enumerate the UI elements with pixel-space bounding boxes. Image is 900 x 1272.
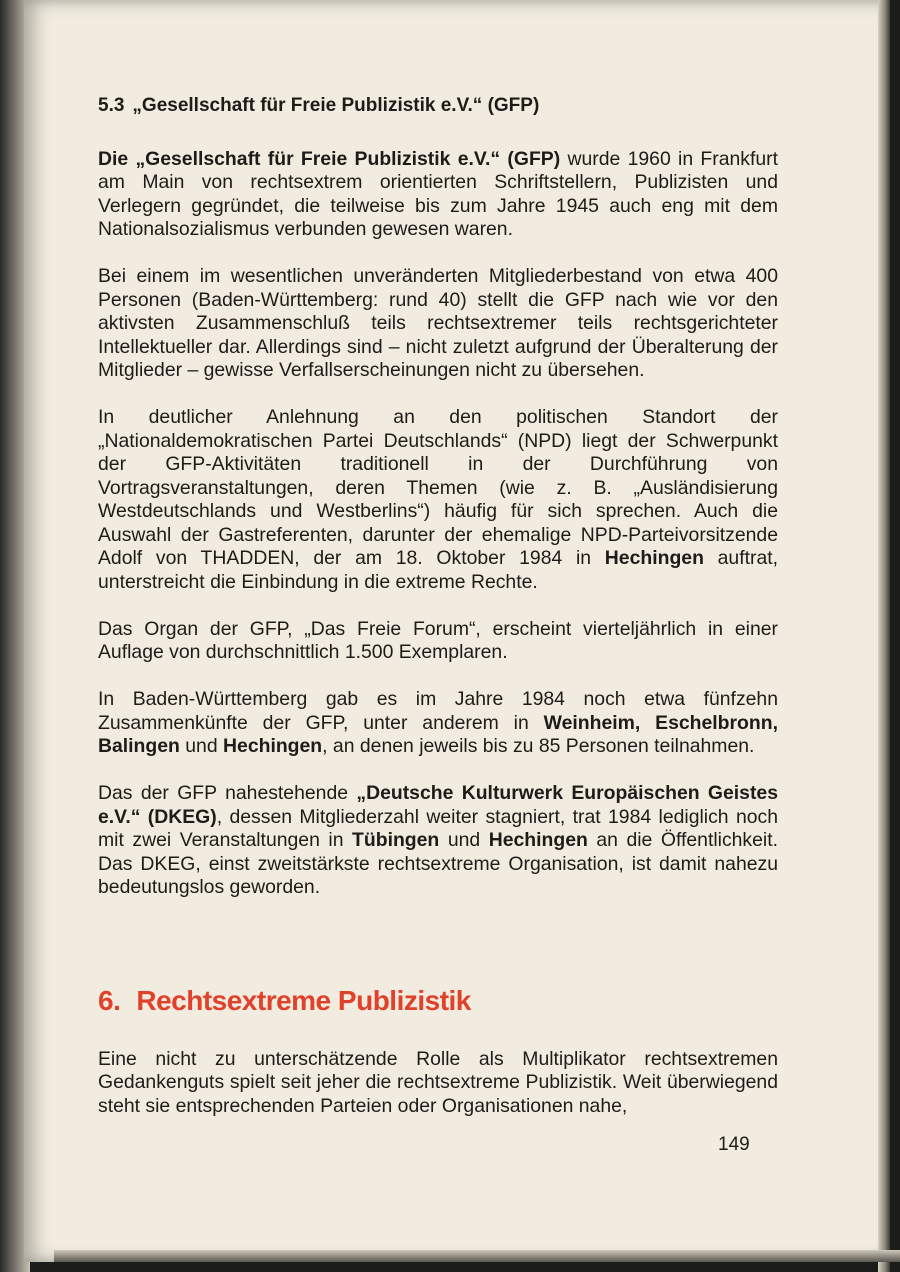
bold-place-name: Tübingen [352, 829, 440, 851]
page-body [98, 94, 778, 1118]
paragraph-text: wurde 1960 in Frankfurt am Main von rechtsextrem orientierten Schriftstellern, Publizisten und Verlegern gegründet, die teilweise bis zum Jahre 1945 auch eng mit dem Nationalsozialismus verbunden gewesen waren. [98, 147, 778, 240]
bold-org-name: Die „Gesellschaft für Freie Publizistik e.V.“ (GFP) [98, 147, 561, 170]
paragraph-text: Eine nicht zu unterschätzende Rolle als Multiplikator rechtsextremen Gedankenguts spielt seit jeher die rechtsextreme Publizistik. Weit überwiegend steht sie entsprechenden Parteien oder Organisationen nahe, [98, 1047, 778, 1117]
page-edge-right [878, 0, 890, 1272]
page-number: 149 [718, 1134, 750, 1155]
bold-place-name: Hechingen [488, 829, 588, 851]
paragraph-text: , an denen jeweils bis zu 85 Personen teilnahmen. [322, 735, 755, 757]
chapter-title: Rechtsextreme Publizistik [136, 984, 471, 1016]
bold-place-name: Hechingen [604, 547, 704, 569]
bold-org-name: „Deutsche Kulturwerk Europäischen Geistes e.V.“ (DKEG) [98, 782, 778, 828]
paragraph-text: an die Öffentlichkeit. Das DKEG, einst zweitstärkste rechtsextreme Organisation, ist damit nahezu bedeutungslos geworden. [98, 829, 778, 898]
paragraph-organ [98, 618, 778, 665]
section-heading [98, 94, 778, 118]
section-number: 5.3 [98, 95, 125, 116]
paragraph-text: Bei einem im wesentlichen unveränderten Mitgliederbestand von etwa 400 Personen (Baden-Württemberg: rund 40) stellt die GFP nach wie vor den aktivsten Zusammenschluß teils rechtsextremer teils rechtsgerichteter Intellektueller dar. Allerdings sind – nicht zuletzt aufgrund der Überalterung der Mitglieder – gewisse Verfallserscheinungen nicht zu übersehen. [98, 265, 778, 381]
paragraph-text: und [179, 735, 224, 757]
paragraph-text: Das der GFP nahestehende [98, 782, 357, 804]
page-edge-bottom [54, 1250, 900, 1262]
paragraph-membership [98, 265, 778, 383]
section-title: „Gesellschaft für Freie Publizistik e.V.“ (GFP) [132, 95, 540, 116]
paragraph-publizistik-intro [98, 1048, 778, 1119]
paragraph-gfp-founding [98, 148, 778, 242]
bold-place-names: Weinheim, Eschelbronn, Balingen [98, 711, 778, 757]
bold-place-name: Hechingen [223, 735, 323, 757]
paragraph-dkeg [98, 782, 778, 900]
paragraph-text: und [439, 829, 489, 851]
chapter-heading [98, 984, 778, 1018]
paragraph-text: auftrat, unterstreicht die Einbindung in die extreme Rechte. [98, 547, 778, 593]
paragraph-text: Das Organ der GFP, „Das Freie Forum“, erscheint vierteljährlich in einer Auflage von durchschnittlich 1.500 Exemplaren. [98, 617, 778, 663]
paragraph-meetings [98, 688, 778, 759]
paragraph-text: , dessen Mitgliederzahl weiter stagniert, trat 1984 lediglich noch mit zwei Veranstaltungen in [98, 805, 778, 851]
chapter-number: 6. [98, 984, 121, 1016]
paragraph-activities [98, 406, 778, 594]
paragraph-text: In Baden-Württemberg gab es im Jahre 1984 noch etwa fünfzehn Zusammenkünfte der GFP, unter anderem in [98, 688, 778, 734]
paragraph-text: In deutlicher Anlehnung an den politischen Standort der „Nationaldemokratischen Partei Deutschlands“ (NPD) liegt der Schwerpunkt der GFP-Aktivitäten traditionell in der Durchführung von Vortragsveranstaltungen, deren Themen (wie z. B. „Ausländisierung Westdeutschlands und Westberlins“) häufig für sich sprechen. Auch die Auswahl der Gastreferenten, darunter der ehemalige NPD-Parteivorsitzende Adolf von THADDEN, der am 18. Oktober 1984 in [98, 406, 778, 569]
